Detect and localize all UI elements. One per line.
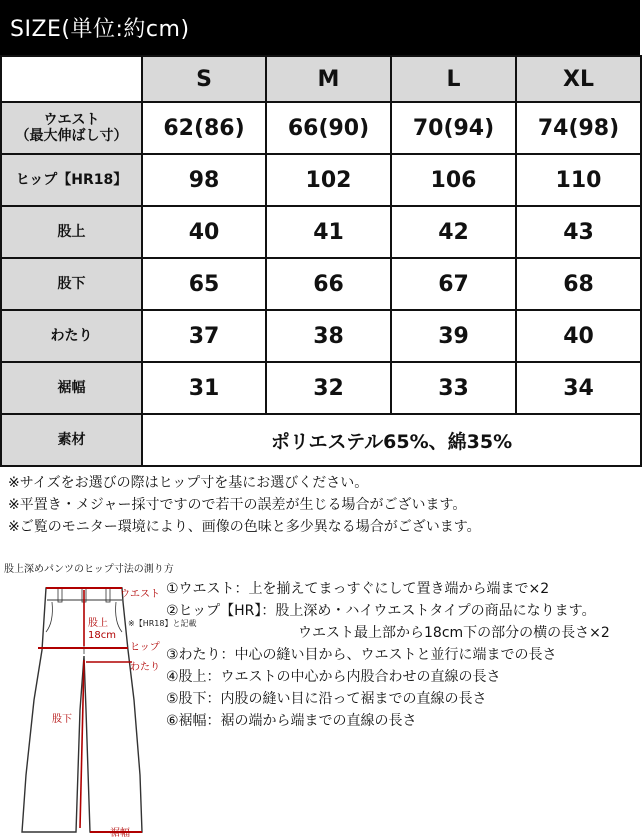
size-title: SIZE(単位:約cm) bbox=[10, 17, 190, 42]
step-line: ④股上：ウエストの中心から内股合わせの直線の長さ bbox=[166, 669, 501, 685]
step-line: ①ウエスト：上を揃えてまっすぐにして置き端から端まで×2 bbox=[166, 581, 550, 597]
step-line: ⑥裾幅：裾の端から端までの直線の長さ bbox=[166, 713, 417, 729]
corner-cell bbox=[1, 56, 142, 102]
cell-value: 41 bbox=[266, 206, 391, 258]
cell-value: 39 bbox=[391, 310, 516, 362]
row-label: 裾幅 bbox=[1, 362, 142, 414]
note-line: ※ご覧のモニター環境により、画像の色味と多少異なる場合がございます。 bbox=[8, 519, 481, 535]
row-label: 股下 bbox=[1, 258, 142, 310]
cell-value: 40 bbox=[516, 310, 641, 362]
size-header-row bbox=[1, 56, 641, 102]
row-waist bbox=[1, 102, 641, 154]
cell-value: 66(90) bbox=[266, 102, 391, 154]
row-label: わたり bbox=[1, 310, 142, 362]
cell-value: 42 bbox=[391, 206, 516, 258]
pants-outline bbox=[22, 588, 142, 832]
row-label: 股上 bbox=[1, 206, 142, 258]
note-line: ※サイズをお選びの際はヒップ寸を基にお選びください。 bbox=[8, 475, 369, 491]
rise-18cm-label: 18cm bbox=[88, 630, 116, 641]
cell-value: 65 bbox=[142, 258, 266, 310]
size-table bbox=[0, 55, 642, 467]
rise-label: 股上 bbox=[88, 618, 108, 629]
cell-value: 67 bbox=[391, 258, 516, 310]
pocket-line bbox=[116, 602, 122, 632]
size-header bbox=[0, 0, 640, 55]
cell-value: 66 bbox=[266, 258, 391, 310]
row-hem bbox=[1, 362, 641, 414]
step-line: ウエスト最上部から18cm下の部分の横の長さ×2 bbox=[298, 625, 610, 641]
row-thigh bbox=[1, 310, 641, 362]
thigh-label: わたり bbox=[130, 662, 160, 673]
diagram-title: 股上深めパンツのヒップ寸法の測り方 bbox=[4, 564, 174, 575]
size-xl: XL bbox=[516, 56, 641, 102]
cell-value: 110 bbox=[516, 154, 641, 206]
row-material bbox=[1, 414, 641, 466]
cell-value: 98 bbox=[142, 154, 266, 206]
inseam-label: 股下 bbox=[52, 714, 72, 725]
cell-value: 70(94) bbox=[391, 102, 516, 154]
row-label-line1: ウエスト bbox=[43, 112, 100, 128]
step-line: ⑤股下：内股の縫い目に沿って裾までの直線の長さ bbox=[166, 691, 487, 707]
pants-diagram bbox=[0, 570, 197, 839]
cell-value: 106 bbox=[391, 154, 516, 206]
row-rise bbox=[1, 206, 641, 258]
cell-value: 33 bbox=[391, 362, 516, 414]
cell-value: 62(86) bbox=[142, 102, 266, 154]
cell-value: 38 bbox=[266, 310, 391, 362]
cell-value: 34 bbox=[516, 362, 641, 414]
size-s: S bbox=[142, 56, 266, 102]
cell-value: 32 bbox=[266, 362, 391, 414]
pocket-line bbox=[46, 602, 52, 632]
size-l: L bbox=[391, 56, 516, 102]
notes bbox=[8, 472, 481, 538]
waist-label: ウエスト bbox=[120, 589, 160, 600]
step-line: ③わたり：中心の縫い目から、ウエストと並行に端までの長さ bbox=[166, 647, 557, 663]
row-label: ヒップ【HR18】 bbox=[1, 154, 142, 206]
cell-value: 40 bbox=[142, 206, 266, 258]
row-label-line2: （最大伸ばし寸） bbox=[15, 128, 128, 144]
hip-label: ヒップ bbox=[130, 642, 160, 653]
row-label bbox=[1, 102, 142, 154]
cell-value: 31 bbox=[142, 362, 266, 414]
material-label: 素材 bbox=[1, 414, 142, 466]
row-inseam bbox=[1, 258, 641, 310]
size-m: M bbox=[266, 56, 391, 102]
hem-label: 裾幅 bbox=[110, 828, 130, 839]
measurement-steps bbox=[166, 578, 610, 732]
cell-value: 37 bbox=[142, 310, 266, 362]
cell-value: 102 bbox=[266, 154, 391, 206]
hr-note: ※【HR18】と記載 bbox=[128, 619, 197, 628]
material-value: ポリエステル65%、綿35% bbox=[142, 414, 641, 466]
row-hip bbox=[1, 154, 641, 206]
cell-value: 68 bbox=[516, 258, 641, 310]
cell-value: 43 bbox=[516, 206, 641, 258]
step-line: ②ヒップ【HR】：股上深め・ハイウエストタイプの商品になります。 bbox=[166, 603, 596, 619]
note-line: ※平置き・メジャー採寸ですので若干の誤差が生じる場合がございます。 bbox=[8, 497, 467, 513]
cell-value: 74(98) bbox=[516, 102, 641, 154]
